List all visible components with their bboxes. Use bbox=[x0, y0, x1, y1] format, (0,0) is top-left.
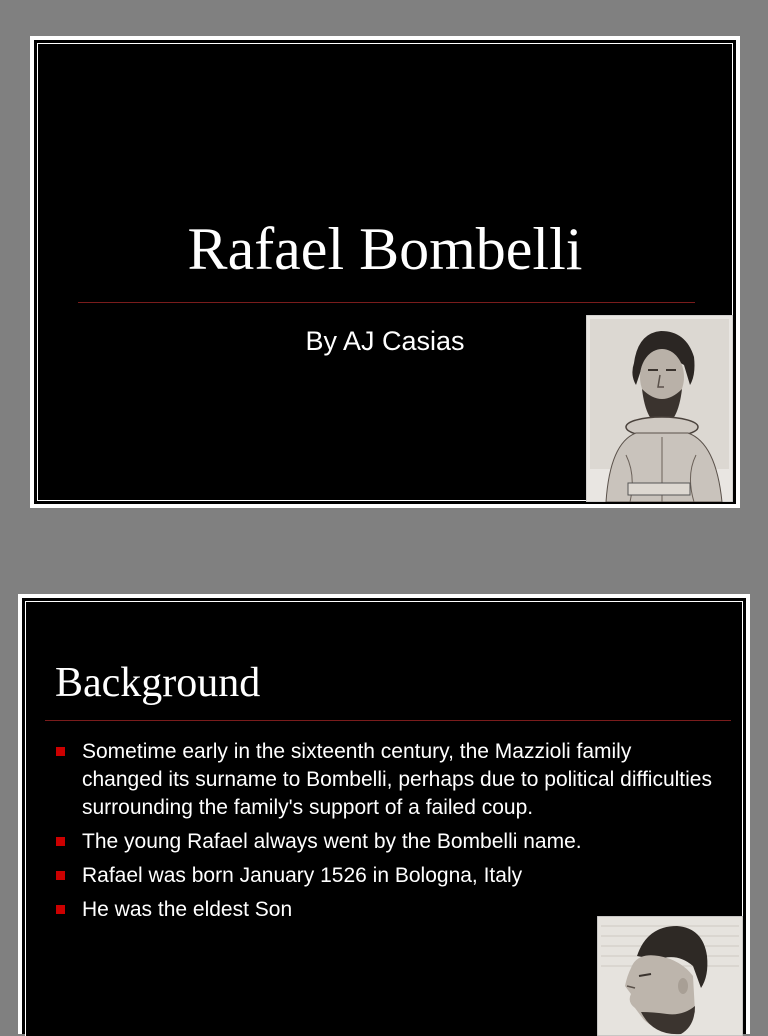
list-item-text: Sometime early in the sixteenth century, the Mazzioli family changed its surname to Bombelli, perhaps due to political difficulties surrounding the family's support of a failed coup. bbox=[82, 740, 712, 819]
title-divider bbox=[78, 302, 695, 303]
list-item bbox=[54, 828, 714, 856]
portrait-image bbox=[586, 315, 733, 502]
list-item bbox=[54, 862, 714, 890]
list-item-text: The young Rafael always went by the Bombelli name. bbox=[82, 830, 582, 853]
slide-content bbox=[25, 601, 743, 1036]
bullet-square-icon bbox=[56, 905, 65, 914]
slide-subtitle: By AJ Casias bbox=[305, 326, 465, 356]
slide-frame bbox=[22, 598, 746, 1034]
bullet-square-icon bbox=[56, 837, 65, 846]
slide-title: Rafael Bombelli bbox=[187, 216, 583, 282]
list-item-text: He was the eldest Son bbox=[82, 898, 293, 921]
slide-frame bbox=[34, 40, 736, 504]
title-slide bbox=[30, 36, 740, 508]
bullet-list bbox=[54, 738, 714, 930]
list-item bbox=[54, 738, 714, 822]
bullet-square-icon bbox=[56, 871, 65, 880]
slide-title: Background bbox=[55, 660, 261, 706]
list-item-text: Rafael was born January 1526 in Bologna, Italy bbox=[82, 864, 523, 887]
background-slide bbox=[18, 594, 750, 1034]
portrait-image bbox=[597, 916, 743, 1036]
bullet-square-icon bbox=[56, 747, 65, 756]
slide-content bbox=[37, 43, 733, 501]
title-divider bbox=[45, 720, 731, 721]
